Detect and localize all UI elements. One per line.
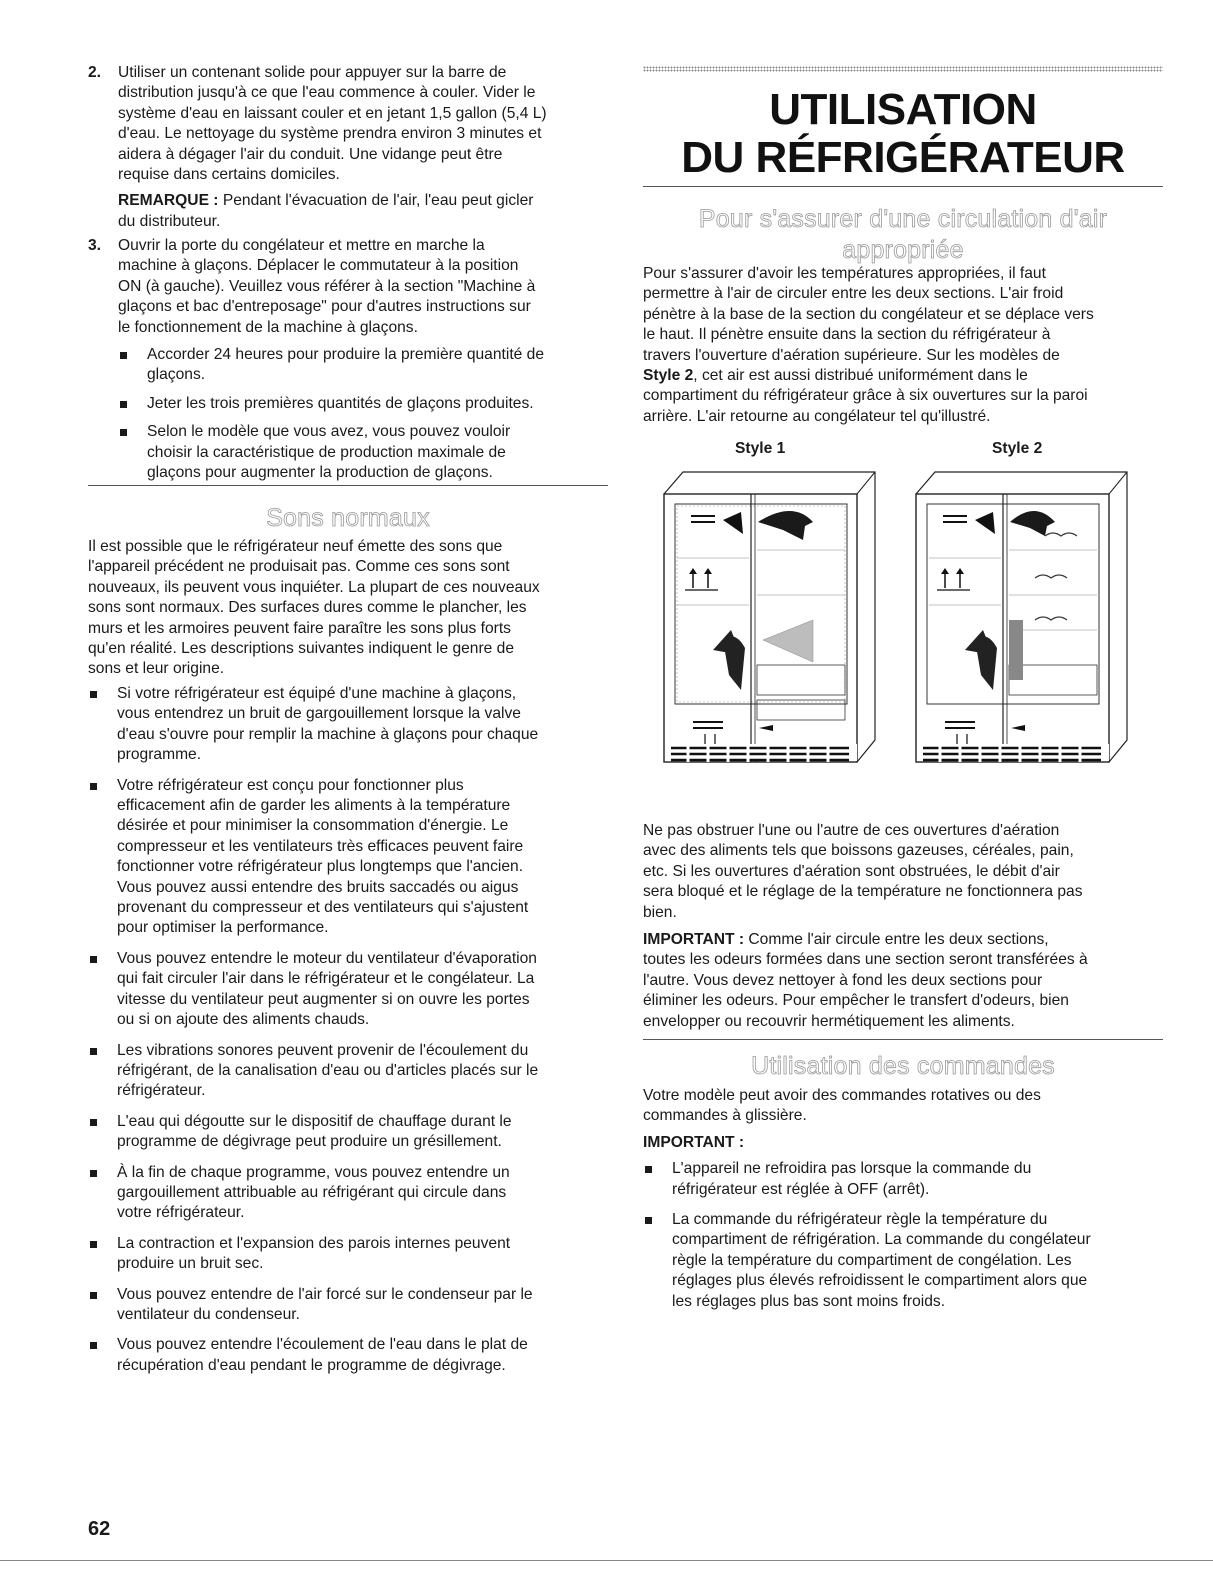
paragraph-line: envelopper ou recouvrir hermétiquement les aliments. bbox=[643, 1012, 1015, 1030]
paragraph-line: etc. Si les ouvertures d'aération sont obstruées, le débit d'air bbox=[643, 862, 1060, 880]
bullet-line: réfrigérateur. bbox=[117, 1082, 206, 1100]
bullet-line: votre réfrigérateur. bbox=[117, 1204, 245, 1222]
bullet-line: règle la température du compartiment de congélation. Les bbox=[672, 1251, 1072, 1269]
paragraph-line: bien. bbox=[643, 903, 677, 921]
paragraph-line: compartiment du réfrigérateur grâce à six ouvertures sur la paroi bbox=[643, 387, 1088, 405]
bullet-line: compartiment de réfrigération. La commande du congélateur bbox=[672, 1231, 1091, 1249]
list-item bbox=[88, 776, 608, 939]
bullet-line: Selon le modèle que vous avez, vous pouvez vouloir bbox=[147, 423, 511, 441]
paragraph-line: avec des aliments tels que boissons gazeuses, céréales, pain, bbox=[643, 842, 1074, 860]
blocking-paragraph bbox=[643, 821, 1163, 1032]
main-title-line: UTILISATION bbox=[769, 85, 1037, 134]
remarque-label: REMARQUE : bbox=[118, 192, 219, 210]
list-item bbox=[643, 1159, 1163, 1200]
bullet-line: les réglages plus bas sont moins froids. bbox=[672, 1292, 946, 1310]
paragraph-line: l'autre. Vous devez nettoyer à fond les deux sections pour bbox=[643, 971, 1043, 989]
bullet-line: glaçons. bbox=[147, 366, 206, 384]
style-2-label: Style 2 bbox=[992, 440, 1043, 457]
style-1-label: Style 1 bbox=[735, 440, 786, 457]
bullet-line: provenant du compresseur et des ventilateurs qui s'ajustent bbox=[117, 899, 529, 917]
list-item bbox=[88, 1163, 608, 1224]
bullet-line: produire un bruit sec. bbox=[117, 1255, 264, 1273]
paragraph-line bbox=[643, 366, 1168, 386]
list-item bbox=[88, 1285, 608, 1326]
step-3-line: le fonctionnement de la machine à glaçons. bbox=[118, 318, 418, 336]
paragraph-line: arrière. L'air retourne au congélateur tel qu'illustré. bbox=[643, 407, 991, 425]
step-3 bbox=[88, 236, 638, 483]
step-2-line: d'eau. Le nettoyage du système prendra environ 3 minutes et bbox=[118, 125, 542, 143]
sons-bullet-list bbox=[88, 684, 608, 1376]
bullet-line: qui fait circuler l'air dans le réfrigérateur et le congélateur. La bbox=[117, 970, 535, 988]
remarque-note bbox=[118, 191, 638, 211]
paragraph-line: sons et leur origine. bbox=[88, 660, 225, 678]
list-item bbox=[118, 345, 638, 386]
step-2-line: Utiliser un contenant solide pour appuyer sur la barre de bbox=[118, 64, 507, 81]
list-item bbox=[643, 1210, 1163, 1312]
bullet-line: réfrigérant, de la canalisation d'eau ou d'articles placés sur le bbox=[117, 1061, 539, 1079]
step-2-line: distribution jusqu'à ce que l'eau commence à couler. Vider le bbox=[118, 84, 536, 102]
bullet-line: glaçons pour augmenter la production de glaçons. bbox=[147, 464, 493, 482]
paragraph-line: permettre à l'air de circuler entre les deux sections. L'air froid bbox=[643, 285, 1064, 303]
section-divider bbox=[88, 485, 608, 486]
paragraph-line: Il est possible que le réfrigérateur neuf émette des sons que bbox=[88, 538, 503, 555]
step-number: 2. bbox=[88, 64, 102, 81]
section-divider bbox=[643, 186, 1163, 187]
paragraph-line: pénètre à la base de la section du congélateur et se déplace vers bbox=[643, 305, 1094, 323]
paragraph-line: commandes à glissière. bbox=[643, 1107, 807, 1125]
list-item bbox=[88, 1041, 608, 1102]
step-number: 3. bbox=[88, 237, 102, 254]
top-dotted-rule bbox=[643, 66, 1163, 72]
main-title bbox=[643, 86, 1163, 182]
paragraph-line: Ne pas obstruer l'une ou l'autre de ces ouvertures d'aération bbox=[643, 822, 1060, 839]
step-2-line: aidera à dégager l'air du conduit. Une vidange peut être bbox=[118, 145, 503, 163]
step-2 bbox=[88, 63, 638, 232]
bullet-line: compresseur et les ventilateurs très efficaces peuvent faire bbox=[117, 837, 524, 855]
bullet-line: choisir la caractéristique de production maximale de bbox=[147, 443, 506, 461]
step-3-line: Ouvrir la porte du congélateur et mettre en marche la bbox=[118, 237, 485, 254]
paragraph-line: l'appareil précédent ne produisait pas. Comme ces sons sont bbox=[88, 558, 510, 576]
paragraph-line: le haut. Il pénètre ensuite dans la section du réfrigérateur à bbox=[643, 326, 1051, 344]
bullet-line: ventilateur du condenseur. bbox=[117, 1305, 300, 1323]
paragraph-line: éliminer les odeurs. Pour empêcher le transfert d'odeurs, bien bbox=[643, 992, 1069, 1010]
paragraph-line: sera bloqué et le réglage de la température ne fonctionnera pas bbox=[643, 883, 1083, 901]
bullet-line: programme. bbox=[117, 746, 202, 764]
step-2-line: système d'eau en laissant couler et en jetant 1,5 gallon (5,4 L) bbox=[118, 104, 547, 122]
remarque-text: Pendant l'évacuation de l'air, l'eau peut gicler bbox=[218, 192, 534, 210]
list-item bbox=[88, 1112, 608, 1153]
section-divider bbox=[643, 1039, 1163, 1040]
bullet-line: Les vibrations sonores peuvent provenir de l'écoulement du bbox=[117, 1041, 529, 1059]
list-item bbox=[118, 394, 638, 414]
remarque-text: du distributeur. bbox=[118, 212, 221, 230]
paragraph-line: qu'en réalité. Les descriptions suivantes indiquent le genre de bbox=[88, 640, 515, 658]
fridge-style-1-illustration bbox=[663, 470, 878, 770]
bullet-line: vous entendrez un bruit de gargouillement lorsque la valve bbox=[117, 705, 521, 723]
paragraph-line: Pour s'assurer d'avoir les températures appropriées, il faut bbox=[643, 265, 1046, 282]
important-label: IMPORTANT : bbox=[643, 931, 745, 949]
fridge-style-2-illustration bbox=[915, 470, 1130, 770]
section-title-sons-normaux: Sons normaux bbox=[266, 504, 430, 532]
step-3-line: glaçons et bac d'entreposage" pour d'autres instructions sur bbox=[118, 298, 531, 316]
bullet-line: pour optimiser la performance. bbox=[117, 919, 329, 937]
section-title-line: appropriée bbox=[842, 236, 964, 264]
style2-bold: Style 2 bbox=[643, 367, 694, 385]
bullet-line: Accorder 24 heures pour produire la première quantité de bbox=[147, 346, 545, 364]
list-item bbox=[118, 422, 638, 483]
bullet-line: programme de dégivrage peut produire un grésillement. bbox=[117, 1133, 502, 1151]
bullet-line: À la fin de chaque programme, vous pouvez entendre un bbox=[117, 1163, 510, 1181]
bullet-line: vitesse du ventilateur peut augmenter si on ouvre les portes bbox=[117, 990, 530, 1008]
list-item bbox=[88, 1234, 608, 1275]
paragraph-line: murs et les armoires peuvent faire paraître les sons plus forts bbox=[88, 619, 511, 637]
bullet-line: efficacement afin de garder les aliments à la température bbox=[117, 797, 511, 815]
paragraph-text: , cet air est aussi distribué uniformément dans le bbox=[693, 367, 1028, 385]
bullet-line: ou si on ajoute des aliments chauds. bbox=[117, 1011, 370, 1029]
bullet-line: Si votre réfrigérateur est équipé d'une machine à glaçons, bbox=[117, 685, 517, 702]
bottom-rule bbox=[0, 1560, 1213, 1561]
main-title-line: DU RÉFRIGÉRATEUR bbox=[681, 133, 1125, 182]
step-3-line: machine à glaçons. Déplacer le commutateur à la position bbox=[118, 257, 519, 275]
bullet-line: Vous pouvez entendre l'écoulement de l'eau dans le plat de bbox=[117, 1336, 528, 1354]
list-item bbox=[88, 1335, 608, 1376]
bullet-line: récupération d'eau pendant le programme de dégivrage. bbox=[117, 1356, 506, 1374]
section-title-line: Pour s'assurer d'une circulation d'air bbox=[698, 205, 1108, 233]
bullet-line: réfrigérateur est réglée à OFF (arrêt). bbox=[672, 1180, 930, 1198]
bullet-line: La contraction et l'expansion des parois internes peuvent bbox=[117, 1234, 511, 1252]
paragraph-line: nouveaux, ils peuvent vous inquiéter. La plupart de ces nouveaux bbox=[88, 578, 540, 596]
bullet-line: La commande du réfrigérateur règle la température du bbox=[672, 1211, 1048, 1229]
bullet-line: d'eau s'ouvre pour remplir la machine à glaçons pour chaque bbox=[117, 725, 539, 743]
bullet-line: réglages plus élevés refroidissent le compartiment alors que bbox=[672, 1272, 1088, 1290]
paragraph-line: Votre modèle peut avoir des commandes rotatives ou des bbox=[643, 1087, 1041, 1104]
bullet-line: fonctionner votre réfrigérateur plus longtemps que l'ancien. bbox=[117, 858, 524, 876]
bullet-line: L'eau qui dégoutte sur le dispositif de chauffage durant le bbox=[117, 1112, 512, 1130]
bullet-line: Vous pouvez aussi entendre des bruits saccadés ou aigus bbox=[117, 878, 519, 896]
bullet-line: Vous pouvez entendre de l'air forcé sur le condenseur par le bbox=[117, 1285, 533, 1303]
paragraph-line: toutes les odeurs formées dans une section seront transférées à bbox=[643, 951, 1088, 969]
bullet-line: Votre réfrigérateur est conçu pour fonctionner plus bbox=[117, 776, 464, 794]
section-title-commandes: Utilisation des commandes bbox=[751, 1052, 1055, 1080]
bullet-line: Vous pouvez entendre le moteur du ventilateur d'évaporation bbox=[117, 949, 537, 967]
bullet-line: gargouillement attribuable au réfrigérant qui circule dans bbox=[117, 1183, 507, 1201]
sons-intro bbox=[88, 537, 608, 680]
step-2-line: requise dans certains domiciles. bbox=[118, 166, 340, 184]
commandes-section bbox=[643, 1086, 1163, 1312]
paragraph-text: Comme l'air circule entre les deux sections, bbox=[744, 931, 1049, 949]
air-paragraph bbox=[643, 264, 1168, 427]
section-title-circulation-air bbox=[643, 205, 1163, 264]
page-number: 62 bbox=[88, 1518, 111, 1540]
step-3-line: ON (à gauche). Veuillez vous référer à la section "Machine à bbox=[118, 277, 536, 295]
bullet-line: désirée et pour minimiser la consommation d'énergie. Le bbox=[117, 817, 509, 835]
important-note bbox=[643, 930, 1163, 950]
paragraph-line: travers l'ouverture d'aération supérieure. Sur les modèles de bbox=[643, 346, 1060, 364]
bullet-line: L'appareil ne refroidira pas lorsque la commande du bbox=[672, 1160, 1032, 1178]
paragraph-line: sons sont normaux. Des surfaces dures comme le plancher, les bbox=[88, 599, 527, 617]
list-item bbox=[88, 949, 608, 1031]
list-item bbox=[88, 684, 608, 766]
bullet-line: Jeter les trois premières quantités de glaçons produites. bbox=[147, 394, 534, 412]
important-label: IMPORTANT : bbox=[643, 1133, 745, 1151]
